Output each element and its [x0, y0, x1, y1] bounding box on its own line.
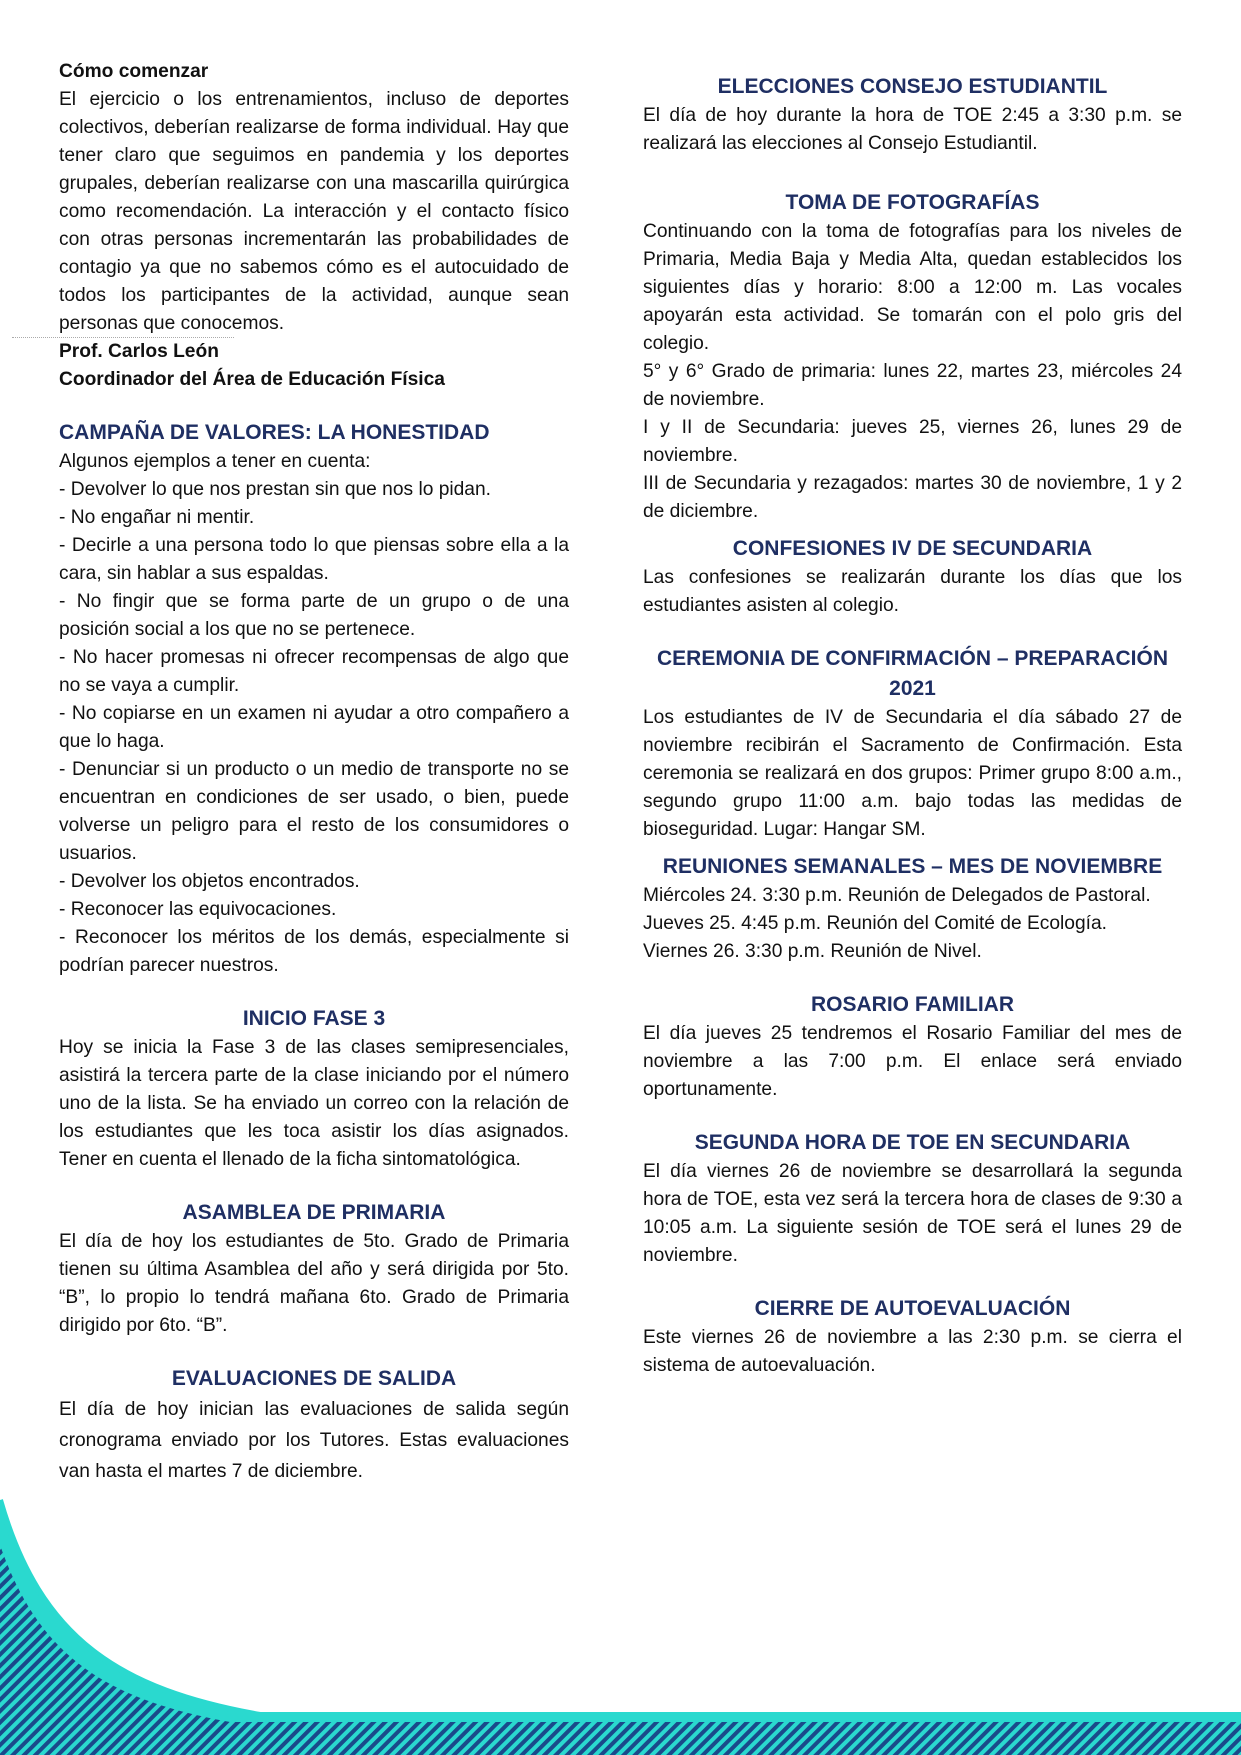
list-item: - Reconocer los méritos de los demás, especialmente si podrían parecer nuestros.: [59, 927, 569, 976]
list-item: I y II de Secundaria: jueves 25, viernes 26, lunes 29 de noviembre.: [643, 417, 1182, 466]
confesiones-text: Las confesiones se realizarán durante los días que los estudiantes asisten al colegio.: [643, 567, 1182, 616]
section-title-valores: CAMPAÑA DE VALORES: LA HONESTIDAD: [59, 421, 490, 444]
left-column: [59, 58, 569, 1487]
section-title-fotografias: TOMA DE FOTOGRAFÍAS: [785, 191, 1040, 214]
section-title-elecciones: ELECCIONES CONSEJO ESTUDIANTIL: [717, 75, 1108, 98]
rosario-text: El día jueves 25 tendremos el Rosario Familiar del mes de noviembre a las 7:00 p.m. El enlace será enviado oportunamente.: [643, 1023, 1182, 1100]
section-title-toe: SEGUNDA HORA DE TOE EN SECUNDARIA: [694, 1131, 1131, 1154]
evaluaciones-text: El día de hoy inician las evaluaciones de salida según cronograma enviado por los Tutores. Estas evaluaciones van hasta el martes 7 de diciembre.: [59, 1399, 569, 1482]
como-comenzar-text: El ejercicio o los entrenamientos, incluso de deportes colectivos, deberían realizarse de forma individual. Hay que tener claro que seguimos en pandemia y los deportes grupales, deberían realizarse con una mascarilla quirúrgica como recomendación. La interacción y el contacto físico con otras personas incrementarán las probabilidades de contagio ya que no sabemos cómo es el autocuidado de todos los participantes de la actividad, aunque sean personas que conocemos.: [59, 89, 569, 334]
list-item: - Reconocer las equivocaciones.: [59, 899, 337, 920]
list-item: - Devolver los objetos encontrados.: [59, 871, 360, 892]
section-title-rosario: ROSARIO FAMILIAR: [811, 993, 1014, 1016]
list-item: Miércoles 24. 3:30 p.m. Reunión de Delegados de Pastoral.: [643, 885, 1151, 906]
list-item: 5° y 6° Grado de primaria: lunes 22, martes 23, miércoles 24 de noviembre.: [643, 361, 1182, 410]
fotografias-text: Continuando con la toma de fotografías para los niveles de Primaria, Media Baja y Media Alta, quedan establecidos los siguientes días y horario: 8:00 a 12:00 m. Las vocales apoyarán esta actividad. Se tomarán con el polo gris del colegio.: [643, 221, 1182, 354]
section-title-autoevaluacion: CIERRE DE AUTOEVALUACIÓN: [754, 1297, 1071, 1320]
list-item: Jueves 25. 4:45 p.m. Reunión del Comité de Ecología.: [643, 913, 1107, 934]
section-title-asamblea: ASAMBLEA DE PRIMARIA: [182, 1201, 446, 1224]
asamblea-text: El día de hoy los estudiantes de 5to. Grado de Primaria tienen su última Asamblea del año y será dirigida por 5to. “B”, lo propio lo tendrá mañana 6to. Grado de Primaria dirigido por 6to. “B”.: [59, 1231, 569, 1336]
confirmacion-text: Los estudiantes de IV de Secundaria el día sábado 27 de noviembre recibirán el Sacramento de Confirmación. Esta ceremonia se realizará en dos grupos: Primer grupo 8:00 a.m., segundo grupo 11:00 a.m. bajo todas las medidas de bioseguridad. Lugar: Hangar SM.: [643, 707, 1182, 840]
elecciones-text: El día de hoy durante la hora de TOE 2:45 a 3:30 p.m. se realizará las elecciones al Consejo Estudiantil.: [643, 105, 1182, 154]
list-item: - No copiarse en un examen ni ayudar a otro compañero a que lo haga.: [59, 703, 569, 752]
toe-text: El día viernes 26 de noviembre se desarrollará la segunda hora de TOE, esta vez será la tercera hora de clases de 9:30 a 10:05 a.m. La siguiente sesión de TOE será el lunes 29 de noviembre.: [643, 1161, 1182, 1266]
signer-role: Coordinador del Área de Educación Física: [59, 369, 445, 390]
list-item: - Devolver lo que nos prestan sin que nos lo pidan.: [59, 479, 491, 500]
valores-list: [59, 476, 569, 980]
list-item: III de Secundaria y rezagados: martes 30 de noviembre, 1 y 2 de diciembre.: [643, 473, 1182, 522]
list-item: - Decirle a una persona todo lo que piensas sobre ella a la cara, sin hablar a sus espaldas.: [59, 535, 569, 584]
section-title-fase3: INICIO FASE 3: [242, 1007, 386, 1030]
section-title-reuniones: REUNIONES SEMANALES – MES DE NOVIEMBRE: [662, 855, 1163, 878]
list-item: - No hacer promesas ni ofrecer recompensas de algo que no se vaya a cumplir.: [59, 647, 569, 696]
list-item: - Denunciar si un producto o un medio de transporte no se encuentran en condiciones de ser usado, o bien, puede volverse un peligro para el resto de los consumidores o usuarios.: [59, 759, 569, 864]
signer-name: Prof. Carlos León: [59, 341, 219, 362]
section-title-como-comenzar: Cómo comenzar: [59, 61, 209, 82]
list-item: Viernes 26. 3:30 p.m. Reunión de Nivel.: [643, 941, 982, 962]
section-title-confesiones: CONFESIONES IV DE SECUNDARIA: [732, 537, 1093, 560]
right-column: [643, 72, 1182, 1380]
list-item: - No fingir que se forma parte de un grupo o de una posición social a los que no se pertenece.: [59, 591, 569, 640]
autoevaluacion-text: Este viernes 26 de noviembre a las 2:30 p.m. se cierra el sistema de autoevaluación.: [643, 1327, 1182, 1376]
fase3-text: Hoy se inicia la Fase 3 de las clases semipresenciales, asistirá la tercera parte de la clase iniciando por el número uno de la lista. Se ha enviado un correo con la relación de los estudiantes que les toca asistir los días asignados. Tener en cuenta el llenado de la ficha sintomatológica.: [59, 1037, 569, 1170]
section-title-evaluaciones: EVALUACIONES DE SALIDA: [171, 1367, 457, 1390]
valores-intro: Algunos ejemplos a tener en cuenta:: [59, 451, 371, 472]
list-item: - No engañar ni mentir.: [59, 507, 255, 528]
section-title-confirmacion: CEREMONIA DE CONFIRMACIÓN – PREPARACIÓN 2021: [656, 647, 1169, 700]
